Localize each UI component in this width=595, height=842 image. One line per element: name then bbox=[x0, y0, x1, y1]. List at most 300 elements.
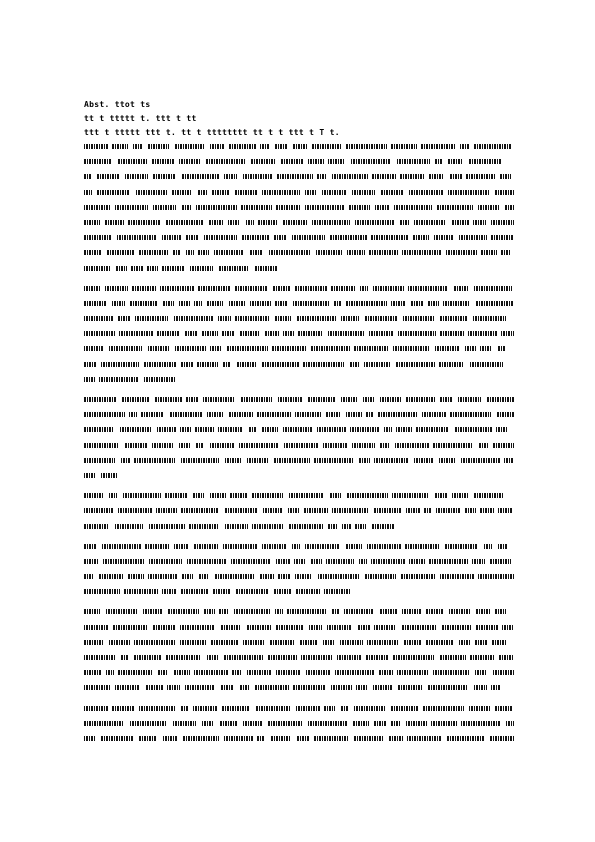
illegible-word bbox=[277, 174, 313, 179]
illegible-word bbox=[215, 574, 255, 579]
illegible-word bbox=[429, 559, 468, 564]
illegible-word bbox=[369, 250, 398, 255]
illegible-word bbox=[247, 458, 269, 463]
illegible-word bbox=[207, 655, 219, 660]
illegible-word bbox=[170, 412, 203, 417]
illegible-word bbox=[366, 412, 374, 417]
illegible-word bbox=[469, 706, 491, 711]
text-line bbox=[84, 312, 514, 327]
illegible-word bbox=[314, 458, 353, 463]
illegible-word bbox=[392, 493, 429, 498]
illegible-word bbox=[84, 266, 110, 271]
illegible-word bbox=[380, 443, 390, 448]
illegible-word bbox=[341, 706, 349, 711]
illegible-word bbox=[183, 736, 219, 741]
illegible-word bbox=[84, 736, 96, 741]
illegible-word bbox=[379, 670, 393, 675]
illegible-word bbox=[391, 706, 418, 711]
illegible-word bbox=[103, 559, 144, 564]
illegible-word bbox=[374, 458, 408, 463]
illegible-word bbox=[352, 190, 375, 195]
illegible-word bbox=[214, 250, 244, 255]
illegible-word bbox=[172, 190, 192, 195]
paragraph bbox=[84, 140, 514, 277]
illegible-word bbox=[393, 346, 429, 351]
illegible-word bbox=[180, 427, 191, 432]
illegible-word bbox=[371, 235, 409, 240]
illegible-word bbox=[470, 655, 494, 660]
illegible-word bbox=[162, 266, 184, 271]
illegible-word bbox=[440, 655, 466, 660]
illegible-word bbox=[393, 655, 434, 660]
illegible-word bbox=[109, 640, 130, 645]
illegible-word bbox=[400, 220, 410, 225]
illegible-word bbox=[262, 427, 278, 432]
illegible-word bbox=[476, 609, 491, 614]
illegible-word bbox=[443, 301, 470, 306]
illegible-word bbox=[272, 346, 306, 351]
text-line bbox=[84, 439, 514, 454]
illegible-word bbox=[122, 397, 149, 402]
illegible-word bbox=[480, 346, 492, 351]
illegible-word bbox=[448, 190, 489, 195]
illegible-word bbox=[372, 524, 394, 529]
illegible-word bbox=[148, 144, 169, 149]
illegible-word bbox=[398, 685, 422, 690]
illegible-word bbox=[446, 250, 477, 255]
illegible-word bbox=[498, 508, 512, 513]
illegible-word bbox=[293, 144, 307, 149]
illegible-word bbox=[389, 736, 403, 741]
illegible-word bbox=[445, 544, 478, 549]
illegible-word bbox=[84, 190, 92, 195]
illegible-word bbox=[134, 655, 161, 660]
illegible-word bbox=[380, 609, 398, 614]
illegible-word bbox=[371, 559, 405, 564]
illegible-word bbox=[359, 559, 367, 564]
illegible-word bbox=[204, 235, 237, 240]
illegible-word bbox=[115, 685, 140, 690]
illegible-word bbox=[84, 458, 115, 463]
illegible-word bbox=[367, 544, 401, 549]
illegible-word bbox=[297, 316, 337, 321]
illegible-word bbox=[354, 736, 384, 741]
illegible-word bbox=[148, 346, 169, 351]
illegible-word bbox=[186, 250, 194, 255]
illegible-word bbox=[278, 397, 303, 402]
text-line bbox=[84, 681, 514, 696]
text-line bbox=[84, 489, 514, 504]
illegible-word bbox=[360, 286, 368, 291]
illegible-word bbox=[289, 524, 323, 529]
illegible-word bbox=[429, 174, 444, 179]
illegible-word bbox=[276, 670, 300, 675]
text-line bbox=[84, 297, 514, 312]
illegible-word bbox=[130, 301, 158, 306]
illegible-word bbox=[274, 458, 310, 463]
illegible-word bbox=[324, 589, 351, 594]
paragraph bbox=[84, 282, 514, 388]
illegible-word bbox=[473, 316, 506, 321]
illegible-word bbox=[213, 589, 230, 594]
text-line bbox=[84, 585, 514, 600]
illegible-word bbox=[458, 397, 481, 402]
illegible-word bbox=[292, 235, 325, 240]
illegible-word bbox=[181, 589, 208, 594]
illegible-word bbox=[365, 316, 398, 321]
illegible-word bbox=[84, 235, 111, 240]
illegible-word bbox=[166, 655, 201, 660]
illegible-word bbox=[405, 544, 440, 549]
illegible-word bbox=[165, 493, 188, 498]
illegible-word bbox=[228, 220, 240, 225]
illegible-word bbox=[421, 144, 455, 149]
illegible-word bbox=[218, 427, 243, 432]
illegible-word bbox=[439, 362, 464, 367]
illegible-word bbox=[283, 220, 307, 225]
illegible-word bbox=[318, 574, 359, 579]
illegible-word bbox=[400, 174, 424, 179]
illegible-word bbox=[501, 250, 510, 255]
text-line bbox=[84, 423, 514, 438]
illegible-word bbox=[327, 625, 352, 630]
illegible-word bbox=[153, 625, 175, 630]
illegible-word bbox=[355, 524, 366, 529]
illegible-word bbox=[323, 443, 348, 448]
illegible-word bbox=[125, 174, 148, 179]
illegible-word bbox=[107, 250, 134, 255]
illegible-word bbox=[121, 655, 129, 660]
illegible-word bbox=[129, 412, 137, 417]
illegible-word bbox=[478, 574, 514, 579]
illegible-word bbox=[328, 524, 338, 529]
illegible-word bbox=[211, 640, 239, 645]
text-line bbox=[84, 717, 514, 732]
illegible-word bbox=[455, 427, 492, 432]
illegible-word bbox=[428, 301, 439, 306]
paragraph bbox=[84, 489, 514, 535]
illegible-word bbox=[498, 544, 507, 549]
illegible-word bbox=[121, 458, 130, 463]
illegible-word bbox=[84, 397, 117, 402]
text-line bbox=[84, 155, 514, 170]
illegible-word bbox=[317, 427, 346, 432]
illegible-word bbox=[493, 670, 514, 675]
illegible-word bbox=[314, 736, 348, 741]
illegible-word bbox=[500, 174, 511, 179]
illegible-word bbox=[182, 574, 193, 579]
illegible-word bbox=[99, 574, 124, 579]
illegible-word bbox=[207, 301, 223, 306]
illegible-word bbox=[84, 362, 96, 367]
illegible-word bbox=[196, 443, 204, 448]
illegible-word bbox=[296, 706, 320, 711]
illegible-word bbox=[372, 174, 396, 179]
illegible-word bbox=[97, 190, 130, 195]
illegible-word bbox=[190, 266, 213, 271]
illegible-word bbox=[202, 331, 218, 336]
illegible-word bbox=[374, 721, 387, 726]
illegible-word bbox=[397, 159, 430, 164]
illegible-word bbox=[300, 640, 317, 645]
illegible-word bbox=[394, 205, 432, 210]
illegible-word bbox=[450, 412, 491, 417]
text-line bbox=[84, 666, 514, 681]
illegible-word bbox=[311, 559, 322, 564]
text-line bbox=[84, 358, 514, 373]
illegible-word bbox=[181, 508, 219, 513]
illegible-word bbox=[435, 346, 459, 351]
illegible-word bbox=[84, 655, 116, 660]
illegible-word bbox=[99, 377, 138, 382]
illegible-word bbox=[118, 316, 130, 321]
illegible-word bbox=[246, 220, 254, 225]
illegible-word bbox=[247, 670, 271, 675]
illegible-word bbox=[223, 544, 257, 549]
illegible-word bbox=[369, 331, 394, 336]
illegible-word bbox=[308, 721, 347, 726]
illegible-word bbox=[221, 685, 234, 690]
illegible-word bbox=[311, 346, 350, 351]
text-line bbox=[84, 393, 514, 408]
illegible-word bbox=[331, 286, 355, 291]
illegible-word bbox=[84, 286, 100, 291]
illegible-word bbox=[115, 205, 148, 210]
illegible-word bbox=[448, 159, 463, 164]
text-line bbox=[84, 504, 514, 519]
illegible-word bbox=[308, 159, 324, 164]
illegible-word bbox=[363, 397, 374, 402]
text-line bbox=[84, 732, 514, 747]
illegible-word bbox=[497, 412, 514, 417]
illegible-word bbox=[359, 458, 370, 463]
illegible-word bbox=[278, 574, 291, 579]
illegible-word bbox=[409, 190, 443, 195]
illegible-word bbox=[450, 174, 462, 179]
illegible-word bbox=[433, 670, 470, 675]
illegible-word bbox=[242, 235, 270, 240]
illegible-word bbox=[212, 190, 230, 195]
illegible-word bbox=[306, 670, 331, 675]
illegible-word bbox=[260, 144, 269, 149]
illegible-word bbox=[391, 721, 401, 726]
illegible-word bbox=[276, 559, 290, 564]
illegible-word bbox=[364, 362, 391, 367]
text-line bbox=[84, 140, 514, 155]
illegible-word bbox=[133, 144, 143, 149]
illegible-word bbox=[424, 508, 432, 513]
illegible-word bbox=[185, 685, 215, 690]
illegible-word bbox=[204, 609, 215, 614]
illegible-word bbox=[162, 589, 177, 594]
illegible-word bbox=[162, 235, 181, 240]
illegible-word bbox=[256, 706, 290, 711]
illegible-word bbox=[328, 331, 364, 336]
illegible-word bbox=[139, 736, 157, 741]
illegible-word bbox=[490, 559, 511, 564]
illegible-word bbox=[474, 493, 503, 498]
text-line bbox=[84, 282, 514, 297]
illegible-word bbox=[235, 316, 270, 321]
illegible-word bbox=[413, 235, 429, 240]
text-line bbox=[84, 170, 514, 185]
illegible-word bbox=[134, 458, 175, 463]
illegible-word bbox=[224, 736, 253, 741]
illegible-word bbox=[341, 397, 358, 402]
illegible-word bbox=[367, 640, 398, 645]
illegible-word bbox=[168, 609, 199, 614]
illegible-word bbox=[396, 362, 435, 367]
paragraph bbox=[84, 393, 514, 484]
illegible-word bbox=[193, 706, 217, 711]
illegible-word bbox=[350, 427, 379, 432]
illegible-word bbox=[330, 235, 367, 240]
illegible-word bbox=[163, 301, 174, 306]
paragraph bbox=[84, 702, 514, 748]
illegible-word bbox=[152, 159, 175, 164]
illegible-word bbox=[180, 625, 215, 630]
illegible-word bbox=[499, 655, 514, 660]
illegible-word bbox=[230, 493, 248, 498]
illegible-word bbox=[196, 205, 237, 210]
illegible-word bbox=[220, 721, 237, 726]
illegible-word bbox=[84, 316, 114, 321]
illegible-word bbox=[252, 493, 283, 498]
illegible-word bbox=[397, 670, 428, 675]
illegible-word bbox=[181, 458, 219, 463]
illegible-word bbox=[312, 220, 350, 225]
illegible-word bbox=[495, 706, 512, 711]
paragraph bbox=[84, 605, 514, 696]
illegible-word bbox=[283, 331, 294, 336]
illegible-word bbox=[409, 559, 425, 564]
illegible-word bbox=[366, 655, 389, 660]
illegible-word bbox=[125, 443, 148, 448]
illegible-word bbox=[207, 412, 224, 417]
illegible-word bbox=[260, 574, 274, 579]
illegible-word bbox=[250, 250, 263, 255]
illegible-word bbox=[210, 144, 225, 149]
illegible-word bbox=[373, 685, 392, 690]
illegible-word bbox=[221, 625, 241, 630]
illegible-word bbox=[263, 508, 283, 513]
illegible-word bbox=[194, 670, 228, 675]
illegible-word bbox=[440, 397, 453, 402]
text-line bbox=[84, 186, 514, 201]
illegible-word bbox=[219, 266, 249, 271]
illegible-word bbox=[174, 544, 188, 549]
illegible-word bbox=[289, 493, 324, 498]
illegible-word bbox=[257, 412, 291, 417]
illegible-word bbox=[84, 174, 92, 179]
illegible-word bbox=[354, 346, 389, 351]
illegible-word bbox=[276, 205, 301, 210]
illegible-word bbox=[375, 205, 390, 210]
illegible-word bbox=[466, 174, 495, 179]
illegible-word bbox=[356, 685, 368, 690]
illegible-word bbox=[269, 250, 310, 255]
text-line bbox=[84, 342, 514, 357]
illegible-word bbox=[203, 397, 235, 402]
illegible-word bbox=[124, 589, 158, 594]
illegible-word bbox=[344, 609, 374, 614]
illegible-word bbox=[403, 316, 434, 321]
illegible-word bbox=[189, 524, 219, 529]
illegible-word bbox=[491, 235, 514, 240]
illegible-word bbox=[250, 301, 271, 306]
illegible-word bbox=[234, 609, 271, 614]
illegible-word bbox=[202, 721, 214, 726]
illegible-word bbox=[340, 640, 363, 645]
illegible-word bbox=[255, 266, 278, 271]
illegible-word bbox=[391, 301, 406, 306]
illegible-word bbox=[469, 159, 502, 164]
illegible-word bbox=[84, 508, 114, 513]
illegible-word bbox=[149, 559, 182, 564]
illegible-word bbox=[167, 685, 180, 690]
illegible-word bbox=[468, 331, 497, 336]
illegible-word bbox=[352, 443, 375, 448]
illegible-word bbox=[210, 346, 221, 351]
illegible-word bbox=[210, 443, 234, 448]
illegible-word bbox=[326, 412, 341, 417]
illegible-word bbox=[316, 250, 343, 255]
illegible-word bbox=[84, 670, 102, 675]
illegible-word bbox=[194, 544, 218, 549]
illegible-word bbox=[461, 721, 500, 726]
illegible-word bbox=[84, 144, 108, 149]
illegible-word bbox=[273, 286, 290, 291]
illegible-word bbox=[309, 625, 322, 630]
illegible-word bbox=[298, 331, 323, 336]
text-line bbox=[84, 570, 514, 585]
illegible-word bbox=[474, 685, 487, 690]
illegible-word bbox=[402, 250, 442, 255]
illegible-word bbox=[145, 544, 169, 549]
illegible-word bbox=[229, 144, 256, 149]
illegible-word bbox=[118, 508, 152, 513]
illegible-word bbox=[475, 640, 488, 645]
illegible-word bbox=[505, 205, 514, 210]
illegible-word bbox=[210, 493, 226, 498]
illegible-word bbox=[106, 670, 114, 675]
illegible-word bbox=[331, 685, 352, 690]
illegible-word bbox=[255, 685, 289, 690]
illegible-word bbox=[380, 397, 401, 402]
illegible-word bbox=[101, 362, 139, 367]
illegible-word bbox=[473, 220, 486, 225]
illegible-word bbox=[461, 458, 500, 463]
illegible-word bbox=[118, 670, 152, 675]
illegible-word bbox=[141, 412, 164, 417]
illegible-word bbox=[408, 286, 448, 291]
illegible-word bbox=[411, 301, 423, 306]
illegible-word bbox=[265, 331, 279, 336]
illegible-word bbox=[241, 205, 272, 210]
illegible-word bbox=[174, 670, 190, 675]
illegible-word bbox=[332, 508, 368, 513]
text-line bbox=[84, 651, 514, 666]
illegible-word bbox=[155, 397, 182, 402]
illegible-word bbox=[495, 609, 506, 614]
illegible-word bbox=[442, 625, 471, 630]
illegible-word bbox=[134, 640, 175, 645]
illegible-word bbox=[452, 220, 469, 225]
illegible-word bbox=[149, 524, 185, 529]
illegible-word bbox=[252, 524, 283, 529]
illegible-word bbox=[117, 235, 157, 240]
illegible-word bbox=[153, 174, 176, 179]
